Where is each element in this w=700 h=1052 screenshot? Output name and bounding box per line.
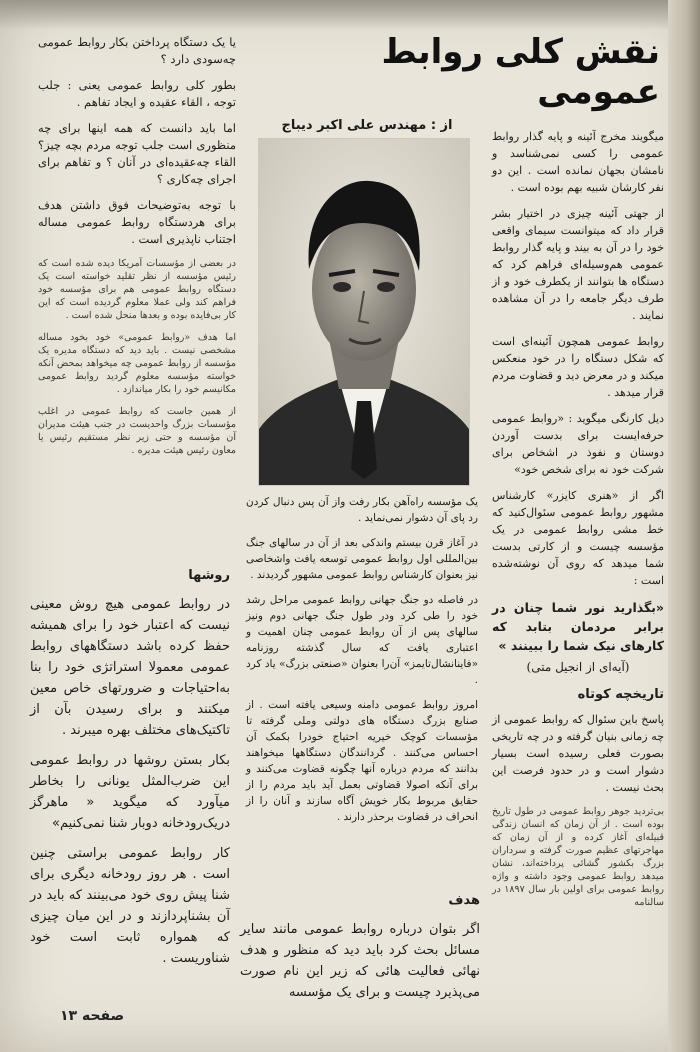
book-spine [668,0,700,1052]
column-left-top [38,34,236,466]
paragraph: بی‌تردید جوهر روابط عمومی در طول تاریخ بوده است . از آن زمان که انسان زندگی قبیله‌ای آغاز کرده و از آن زمان که مهاجرتهای عظیم صورت گرفته و سرداران بزرگ بکشور گشائی پرداخته‌اند، نشان میدهد روابط عمومی وجود داشته و واژه روابط عمومی برای اولین بار سال ۱۸۹۷ در سالنامه [492,806,665,908]
paragraph: در بعضی از مؤسسات آمریکا دیده شده است که رئیس مؤسسه از نظر تقلید خواسته است یک دستگاه روابط عمومی هم برای مؤسسه خود فراهم کند ولی عملا معلوم گردیده است که این کار بی‌فایده بوده و بعدها منحل شده است . [38,258,236,321]
top-shadow [0,0,700,30]
paragraph: پاسخ باین سئوال که روابط عمومی از چه زمانی بنیان گرفته و در چه تاریخی بصورت فعلی رسیده است بسیار دشوار است و در حدود فرصت این بحث نیست . [492,713,664,794]
column-right [492,128,664,918]
column-middle [246,494,478,834]
paragraph: از همین جاست که روابط عمومی در اغلب مؤسسات بزرگ واحدیست در جنب هیئت مدیران آن مؤسسه و حتی زیر نظر مستقیم رئیس یا معاون رئیس هیئت مدیره . [38,406,236,456]
author-portrait [258,138,470,486]
paragraph: با توجه به‌توضیحات فوق داشتن هدف برای هردستگاه روابط عمومی مساله اجتناب ناپذیری است . [38,198,236,246]
paragraph: یا یک دستگاه پرداختن بکار روابط عمومی چه‌سودی دارد ؟ [38,35,236,66]
article-author: از : مهندس علی اکبر دیباج [281,118,453,133]
paragraph: اگر بتوان درباره روابط عمومی مانند سایر مسائل بحث کرد باید دید که منظور و هدف نهائی فعالیت هائی که زیر این نام صورت می‌پذیرد چیست و برای یک مؤسسه [240,922,480,1000]
paragraph: از جهتی آئینه چیزی در اختیار بشر قرار داد که میتوانست سیمای واقعی خود را در آن به بیند و پایه گذار روابط عمومی هم‌وسیله‌ای فراهم کرد که دستگاه ها بتوانند از یکطرف خود و از طرف دیگر جامعه را در آن مشاهده نمایند . [492,207,664,322]
article-title: نقش کلی روابط عمومی [381,32,660,112]
paragraph: میگویند مخرج آئینه و پایه گذار روابط عمومی را کسی نمی‌شناسد و نامشان بجهان نمانده است . این دو نفر کارشان شبیه بهم بوده است . [492,130,664,194]
paragraph: در روابط عمومی هیچ روش معینی نیست که اعتبار خود را برای همیشه حفظ کرده باشد دستگاههای روابط عمومی معمولا استراتژی خود را بنا به‌احتیاجات و ضرورتهای خاص معین میکنند و برای رسیدن بآن از تاکتیک‌های مختلف بهره میبرند . [30,597,230,738]
section-heading-methods: روشها [188,568,230,583]
column-middle-bottom [240,880,480,1012]
paragraph: روابط عمومی همچون آئینه‌ای است که شکل دستگاه را در خود منعکس میکند و در معرض دید و قضاوت مردم قرار میدهد . [492,335,664,399]
paragraph: کار روابط عمومی براستی چنین است . هر روز رودخانه دیگری برای شنا پیش روی خود می‌بینند که باید در آن بشناپردازند و در این میان چیزی که همواره ثابت است خود شناوریست . [30,846,230,966]
paragraph: اما هدف «روابط عمومی» خود بخود مساله مشخصی نیست . باید دید که دستگاه مدیره یک مؤسسه از روابط عمومی چه میخواهد بمحض آنکه خواسته مؤسسه معلوم گردید روابط عمومی مکانیسم خود را بکار میاندازد . [38,332,236,395]
quote-source: (آیه‌ای از انجیل متی) [526,660,630,674]
paragraph: اما باید دانست که همه اینها برای چه منظوری است جلب توجه مردم بچه چیز؟ القاء چه‌عقیده‌ای در آنان ؟ و تفاهم برای اجرای چه‌کاری ؟ [38,121,236,186]
section-heading-goal: هدف [448,893,480,908]
column-left-bottom [30,555,230,978]
paragraph: امروز روابط عمومی دامنه وسیعی یافته است . از صنایع بزرگ دستگاه های دولتی وملی گرفته تا مؤسسات کوچک خیریه احتیاج خودرا بکمک آن احساس می‌کنند . گردانندگان دستگاهها میخواهند بدانند که مردم درباره آنها چگونه قضاوت می‌کنند و برای آنکه اصولا قضاوتی بعمل آید باید مردم را از حقایق مربوط بکار خویش آگاه سازند و آنان را از انحراف در قضاوت برحذر دارند . [246,699,478,823]
paragraph: بطور کلی روابط عمومی یعنی : جلب توجه ، القاء عقیده و ایجاد تفاهم . [38,78,236,109]
paragraph: در فاصله دو جنگ جهانی روابط عمومی مراحل رشد خود را طی کرد ودر طول جنگ جهانی دوم ونیز سالهای پس از آن روابط عمومی چنان اهمیت و اعتباری یافت که سال گذشته روزنامه «فاینانشال‌تایمز» آن‌را بعنوان «صنعتی بزرگ» یاد کرد . [246,594,478,686]
paragraph: بکار بستن روشها در روابط عمومی این ضرب‌المثل یونانی را بخاطر میآورد که میگوید « ماهرگز دریک‌رودخانه دوبار شنا نمی‌کنیم» [30,753,230,831]
page-number: صفحه ۱۳ [60,1008,125,1024]
paragraph: دیل کارنگی میگوید : «روابط عمومی حرفه‌ایست برای بدست آوردن دوستان و نفوذ در اشخاص برای شرکت خود نه برای شخص خود» [492,412,664,476]
section-heading-history: تاریخچه کوتاه [577,687,664,702]
portrait-image [259,139,469,485]
paragraph: اگر از «هنری کایزر» کارشناس مشهور روابط عمومی سئوال‌کنید که خط مشی روابط عمومی در یک مؤسسه چیست و از کارتی بدست شما میدهد که روی آن نوشته‌شده است : [492,489,664,587]
paragraph: یک مؤسسه راه‌آهن بکار رفت واز آن پس دنبال کردن رد پای آن دشوار نمی‌نماید . [246,496,478,524]
bible-quote: «بگذارید نور شما چنان در برابر مردمان بتابد که کارهای نیک شما را ببینند » [492,600,664,653]
paragraph: در آغاز قرن بیستم واندکی بعد از آن در سالهای جنگ بین‌المللی اول روابط عمومی توسعه یافت واشخاصی نیز بعنوان کارشناس روابط عمومی مشهور گردیدند . [246,537,478,581]
